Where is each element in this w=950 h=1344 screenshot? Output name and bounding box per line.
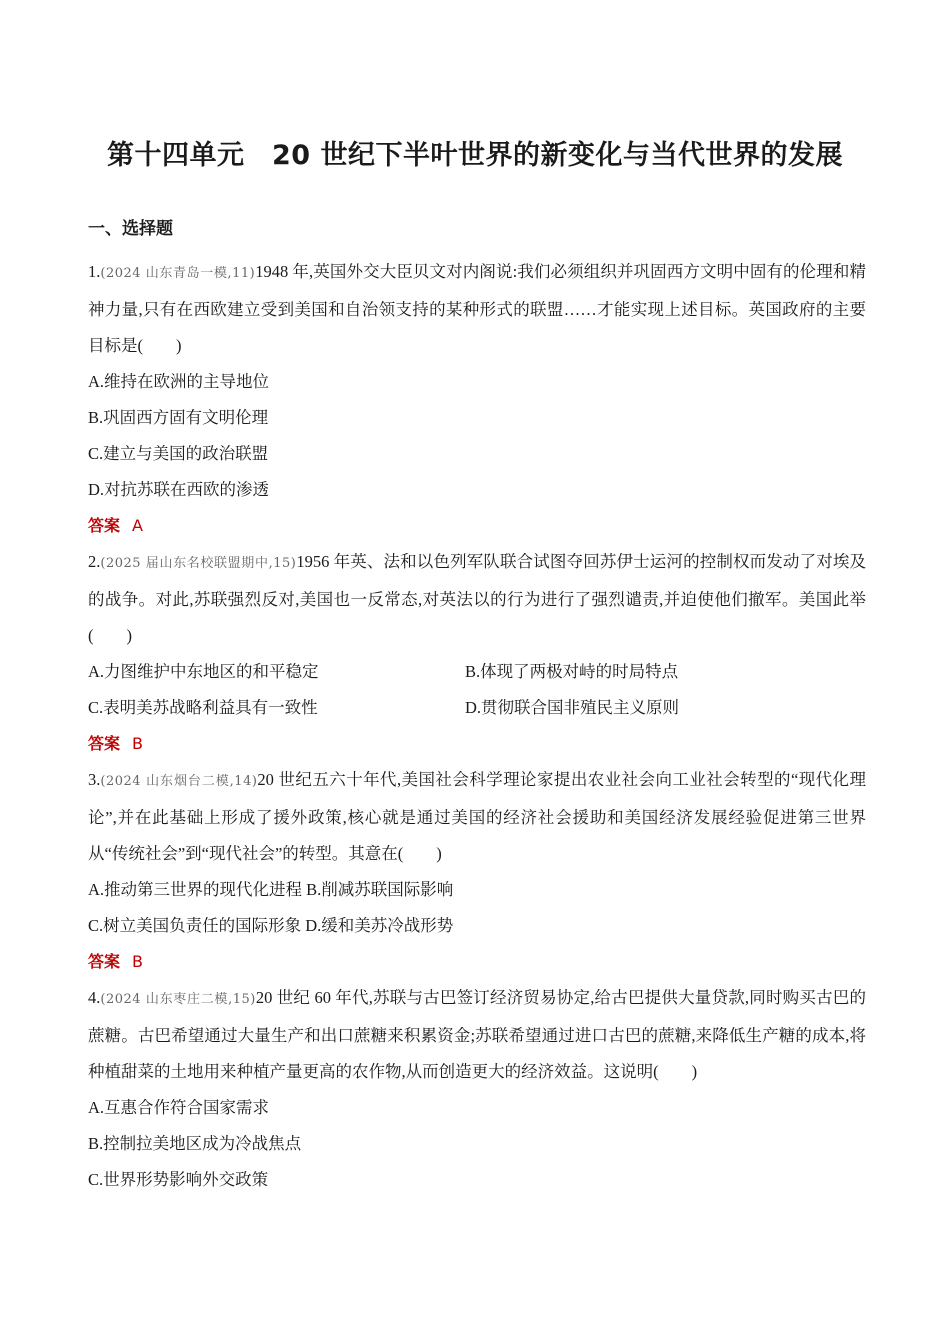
question-number: 3. <box>88 770 101 789</box>
question-2 <box>88 544 866 762</box>
option-ab[interactable]: A.推动第三世界的现代化进程 B.削减苏联国际影响 <box>88 880 454 899</box>
option-c[interactable]: C.表明美苏战略利益具有一致性 <box>88 698 318 717</box>
question-text <box>88 980 866 1090</box>
option-b[interactable]: B.控制拉美地区成为冷战焦点 <box>88 1134 302 1153</box>
answer-line <box>88 944 866 980</box>
option-c[interactable]: C.世界形势影响外交政策 <box>88 1170 269 1189</box>
question-4 <box>88 980 866 1198</box>
question-number: 2. <box>88 552 101 571</box>
option-cd[interactable]: C.树立美国负责任的国际形象 D.缓和美苏冷战形势 <box>88 916 454 935</box>
option-b[interactable]: B.体现了两极对峙的时局特点 <box>465 662 679 681</box>
question-text <box>88 762 866 872</box>
answer-line <box>88 726 866 762</box>
answer-label: 答案 <box>88 516 121 535</box>
question-source: (2025 届山东名校联盟期中,15) <box>100 556 297 571</box>
question-source: (2024 山东枣庄二模,15) <box>100 992 256 1007</box>
option-row <box>88 690 866 726</box>
question-stem: 20 世纪五六十年代,美国社会科学理论家提出农业社会向工业社会转型的“现代化理论”,并在此基础上形成了援外政策,核心就是通过美国的经济社会援助和美国经济发展经验促进第三世界从“传统社会”到“现代社会”的转型。其意在( ) <box>88 770 866 863</box>
option-row <box>88 654 866 690</box>
question-stem: 20 世纪 60 年代,苏联与古巴签订经济贸易协定,给古巴提供大量贷款,同时购买古巴的蔗糖。古巴希望通过大量生产和出口蔗糖来积累资金;苏联希望通过进口古巴的蔗糖,来降低生产糖的成本,将种植甜菜的土地用来种植产量更高的农作物,从而创造更大的经济效益。这说明( ) <box>88 988 867 1081</box>
question-number: 4. <box>88 988 101 1007</box>
question-text <box>88 254 866 364</box>
question-text <box>88 544 866 654</box>
question-1 <box>88 254 866 544</box>
answer-value: B <box>132 734 143 753</box>
answer-value: B <box>132 952 143 971</box>
question-list <box>88 254 866 1198</box>
question-number: 1. <box>88 262 101 281</box>
question-source: (2024 山东烟台二模,14) <box>100 774 258 789</box>
question-source: (2024 山东青岛一模,11) <box>100 266 256 281</box>
option-d[interactable]: D.贯彻联合国非殖民主义原则 <box>465 698 680 717</box>
option-a[interactable]: A.维持在欧洲的主导地位 <box>88 372 270 391</box>
option-a[interactable]: A.力图维护中东地区的和平稳定 <box>88 662 319 681</box>
answer-value: A <box>132 516 143 535</box>
question-3 <box>88 762 866 980</box>
answer-label: 答案 <box>88 734 121 753</box>
answer-label: 答案 <box>88 952 121 971</box>
option-c[interactable]: C.建立与美国的政治联盟 <box>88 444 269 463</box>
page-title: 第十四单元 20 世纪下半叶世界的新变化与当代世界的发展 <box>107 140 843 171</box>
question-stem: 1948 年,英国外交大臣贝文对内阁说:我们必须组织并巩固西方文明中固有的伦理和精神力量,只有在西欧建立受到美国和自治领支持的某种形式的联盟……才能实现上述目标。英国政府的主要目标是( ) <box>88 262 866 355</box>
option-a[interactable]: A.互惠合作符合国家需求 <box>88 1098 270 1117</box>
question-stem: 1956 年英、法和以色列军队联合试图夺回苏伊士运河的控制权而发动了对埃及的战争。对此,苏联强烈反对,美国也一反常态,对英法以的行为进行了强烈谴责,并迫使他们撤军。美国此举( ) <box>88 552 866 645</box>
option-b[interactable]: B.巩固西方固有文明伦理 <box>88 408 269 427</box>
section-heading: 一、选择题 <box>88 219 173 239</box>
answer-line <box>88 508 866 544</box>
option-d[interactable]: D.对抗苏联在西欧的渗透 <box>88 480 270 499</box>
